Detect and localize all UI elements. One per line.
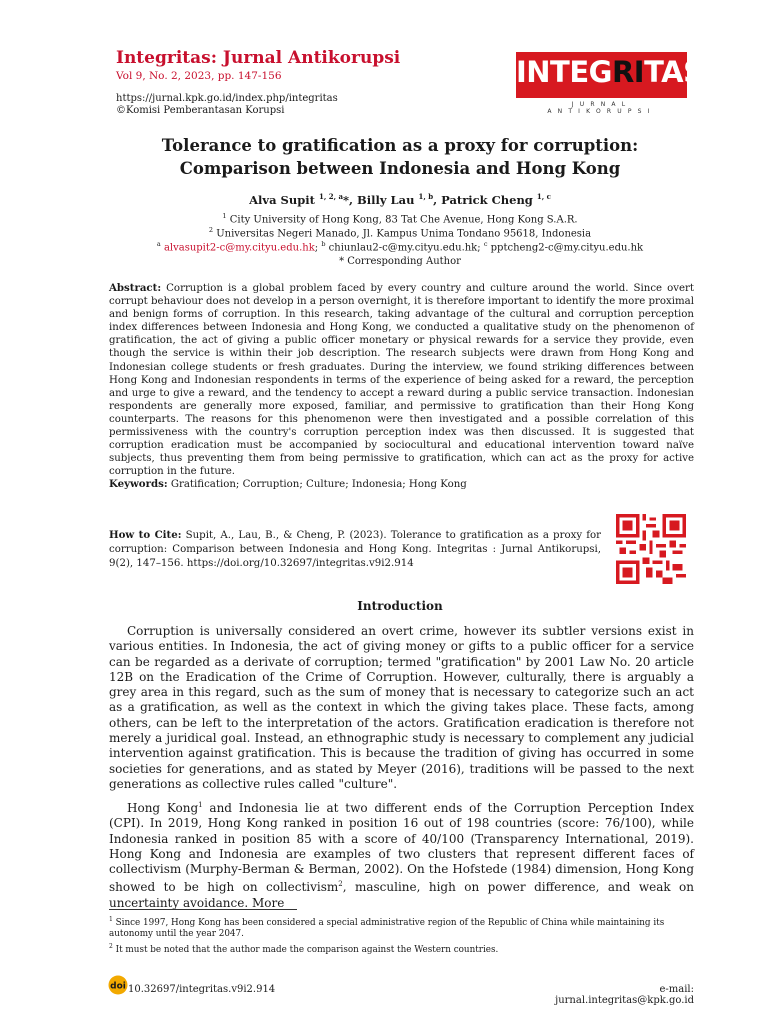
footnote-1: $^1$ Since 1997, Hong Kong has been considered a special administrative region of the Republic of China while maintaining its autonomy until the year 2047.: [109, 916, 665, 940]
email-c[interactable]: pptcheng2-c@my.cityu.edu.hk: [490, 242, 644, 254]
email-b[interactable]: chiunlau2-c@my.cityu.edu.hk: [328, 242, 478, 254]
footnote-divider: [109, 909, 297, 910]
journal-name: Integritas: Jurnal Antikorupsi: [116, 48, 401, 68]
abstract: Abstract: Corruption is a global problem faced by every country and culture around the world. Since overt corrupt behaviour does not develop in a person overnight, it is therefore important to identify the more proximal and benign forms of corruption. In this research, taking advantage of the cultural and corruption perception index differences between Indonesia and Hong Kong, we conducted a qualitative study on the phenomenon of gratification, the act of giving a public officer monetary or physical rewards for a service they provide, even though the service is within their job description. The research subjects were drawn from Hong Kong and Indonesian college students or fresh graduates. During the interview, we found striking differences between Hong Kong and Indonesian respondents in terms of the experience of being asked for a reward, the perception and urge to give a reward, and the tendency to accept a reward during a public service transaction. Indonesian respondents are generally more exposed, familiar, and permissive to gratification than their Hong Kong counterparts. The reasons for this phenomenon were then investigated and a possible correlation of this permissiveness with the country's corruption perception index was then discussed. It is suggested that corruption eradication must be accompanied by sociocultural and educational intervention toward naïve subjects, thus preventing them from being permissive to gratification, which can act as the proxy for active corruption in the future. Keywords: Gratification; Corruption; Culture; Indonesia; Hong Kong: [109, 282, 694, 491]
svg-text:doi: doi: [110, 981, 126, 992]
author-emails: $^a$ alvasupit2-c@my.cityu.edu.hk; $^b$ chiunlau2-c@my.cityu.edu.hk; $^c$ pptcheng2-c@my.cityu.edu.hk: [156, 240, 644, 254]
journal-logo-subtitle: JURNAL ANTIKORUPSI: [547, 101, 656, 115]
article-title: Tolerance to gratification as a proxy for corruption: Comparison between Indonesia and Hong Kong: [161, 136, 639, 178]
qr-code-icon: [616, 514, 686, 584]
affiliation-2: $^2$ Universitas Negeri Manado, Jl. Kampus Unima Tondano 95618, Indonesia: [208, 226, 592, 240]
journal-logo-text: INTEGRITAS: [516, 55, 704, 89]
doi-icon: [108, 975, 128, 995]
footnotes: [109, 914, 694, 956]
keywords: Gratification; Corruption; Culture; Indonesia; Hong Kong: [170, 479, 467, 491]
journal-url[interactable]: https://jurnal.kpk.go.id/index.php/integritas: [116, 93, 338, 104]
intro-paragraph-2: Hong Kong$^1$ and Indonesia lie at two different ends of the Corruption Perception Index (CPI). In 2019, Hong Kong ranked in position 16 out of 198 countries (score: 76/100), while Indonesia ranked in position 85 with a score of 40/100 (Transparency International, 2019). Hong Kong and Indonesia are examples of two clusters that represent different faces of collectivism (Murphy-Berman & Berman, 2002). On the Hofstede (1984) dimension, Hong Kong showed to be high on collectivism$^2$, masculine, high on power difference, and weak on uncertainty avoidance. More: [109, 801, 694, 910]
how-to-cite: How to Cite: Supit, A., Lau, B., & Cheng, P. (2023). Tolerance to gratification as a proxy for corruption: Comparison between Indonesia and Hong Kong. Integritas : Jurnal Antikorupsi, 9(2), 147–156. https://doi.org/10.32697/integritas.v9i2.914: [109, 529, 601, 569]
email-a-link[interactable]: alvasupit2-c@my.cityu.edu.hk: [163, 242, 315, 254]
journal-email[interactable]: e-mail: jurnal.integritas@kpk.go.id: [555, 984, 694, 1006]
author-list: Alva Supit $^{1, 2, a}$*, Billy Lau $^{1, b}$, Patrick Cheng $^{1, c}$: [249, 192, 551, 207]
section-heading-introduction: Introduction: [357, 599, 443, 613]
intro-paragraph-1: Corruption is universally considered an overt crime, however its subtler versions exist in various entities. In Indonesia, the act of giving money or gifts to a public officer for a service can be regarded as a derivate of corruption; termed "gratification" by 2001 Law No. 20 article 12B on the Eradication of the Crime of Corruption. However, culturally, there is arguably a grey area in this regard, such as the sum of money that is necessary to categorize such an act as a gratification, as well as the context in which the giving takes place. These facts, among others, can be left to the interpretation of the actors. Gratification eradication is therefore not merely a juridical goal. Instead, an ethnographic study is necessary to complement any judicial intervention against gratification. This is because the tradition of giving has occurred in some societies for generations, and as stated by Meyer (2016), traditions will be passed to the next generations as collective rules called "culture".: [109, 624, 694, 791]
corresponding-author: * Corresponding Author: [339, 256, 461, 267]
volume-line: Vol 9, No. 2, 2023, pp. 147-156: [116, 70, 282, 82]
affiliation-1: $^1$ City University of Hong Kong, 83 Tat Che Avenue, Hong Kong S.A.R.: [222, 212, 578, 226]
footnote-2: $^2$ It must be noted that the author made the comparison against the Western countries.: [109, 942, 499, 955]
doi-link[interactable]: 10.32697/integritas.v9i2.914: [128, 984, 276, 995]
copyright: ©Komisi Pemberantasan Korupsi: [116, 105, 285, 116]
